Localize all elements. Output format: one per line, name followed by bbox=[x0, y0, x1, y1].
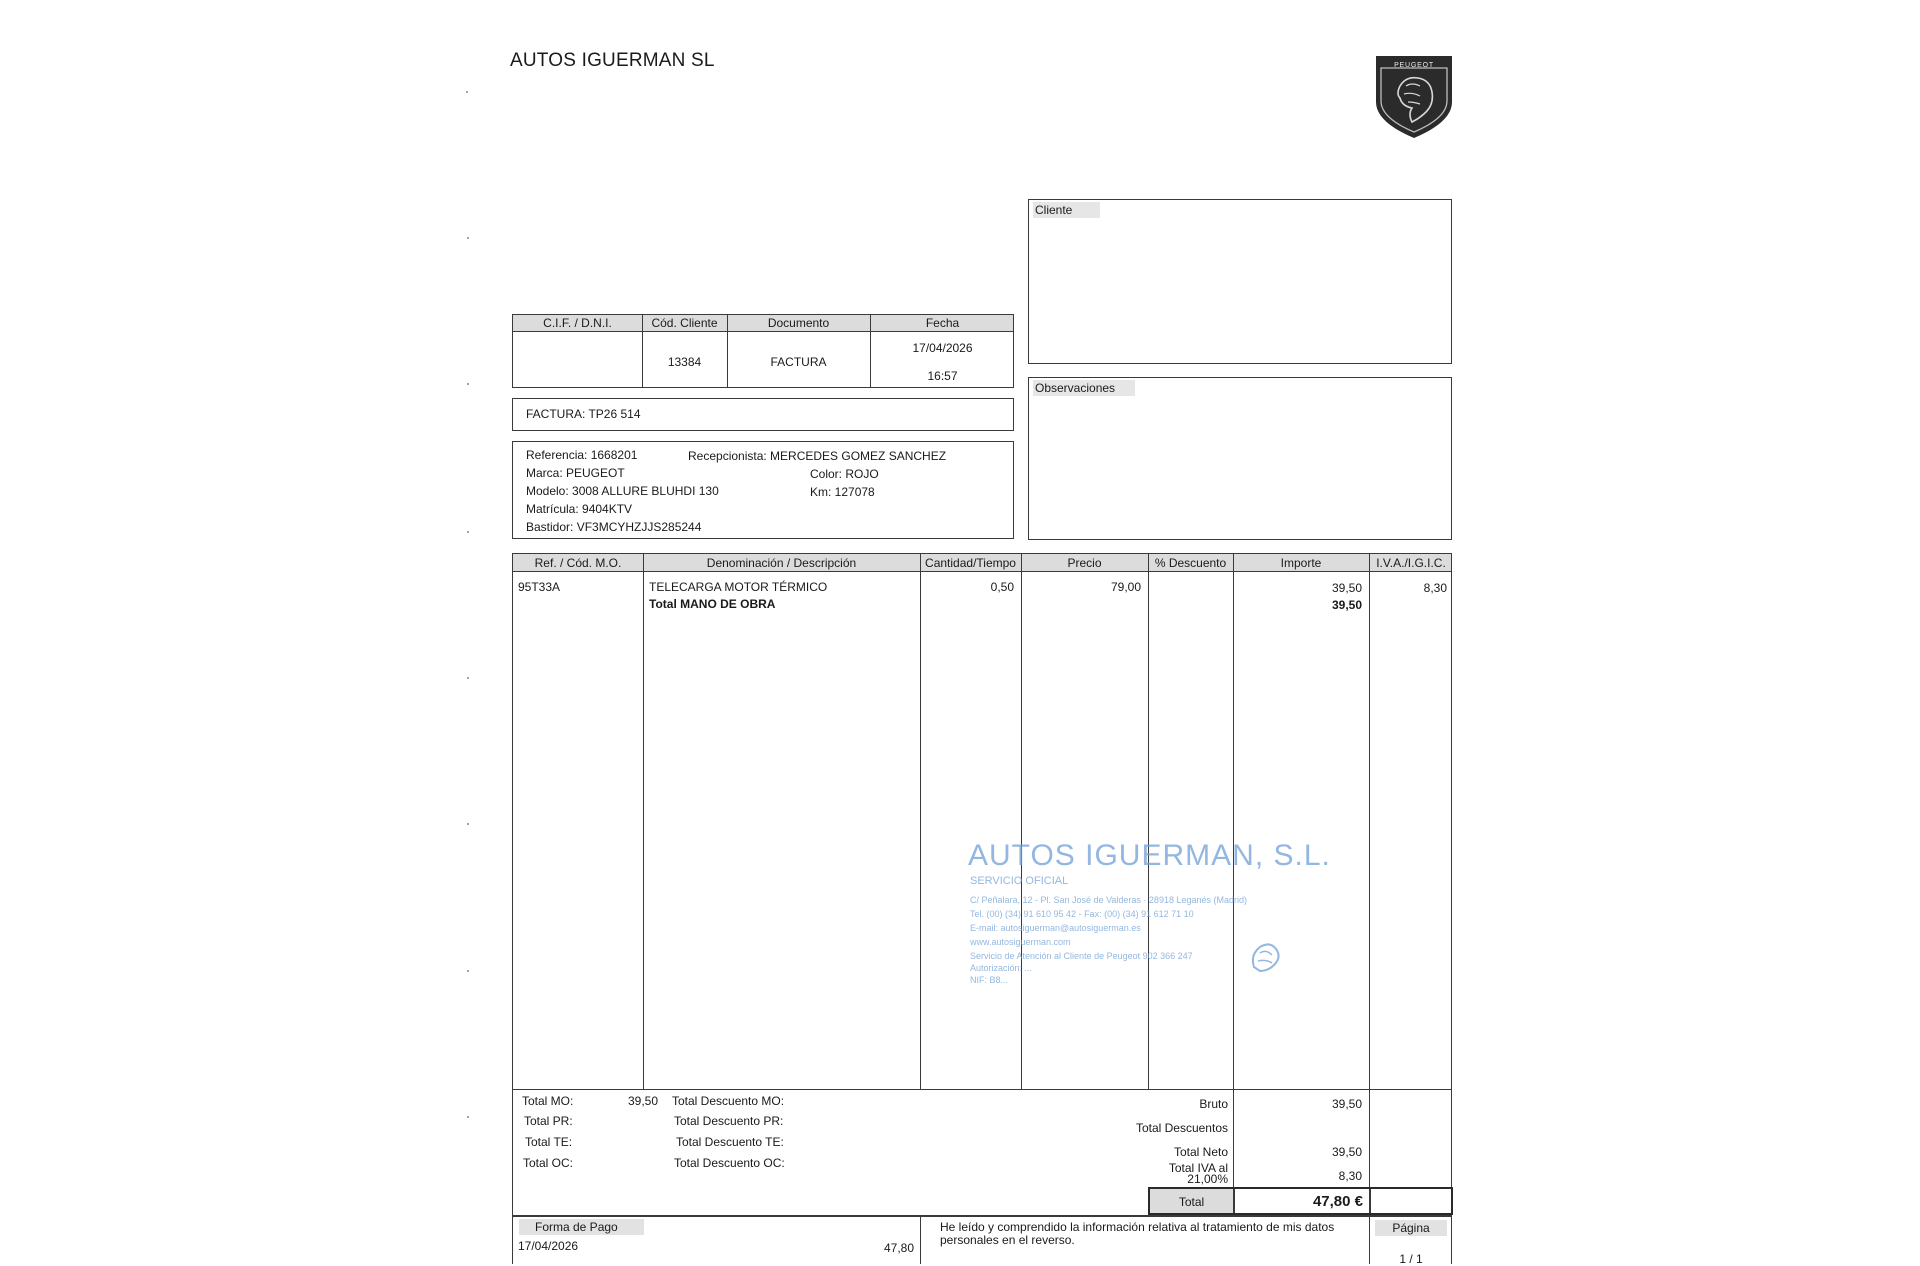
th-ref: Ref. / Cód. M.O. bbox=[534, 556, 622, 570]
bruto-value: 39,50 bbox=[1331, 1097, 1362, 1111]
stamp-line5: Servicio de Atención al Cliente de Peugeot 902 366 247 bbox=[970, 951, 1193, 961]
subtotal-label: Total MANO DE OBRA bbox=[649, 597, 776, 611]
stamp-name: AUTOS IGUERMAN, S.L. bbox=[968, 839, 1331, 872]
observaciones-label: Observaciones bbox=[1033, 380, 1135, 396]
vehicle-referencia: Referencia: 1668201 bbox=[526, 448, 638, 462]
vehicle-matricula: Matrícula: 9404KTV bbox=[526, 502, 633, 516]
desc-te-label: Total Descuento TE: bbox=[676, 1135, 784, 1149]
grand-total-value: 47,80 € bbox=[1312, 1193, 1363, 1210]
factura-box bbox=[512, 398, 1014, 431]
forma-pago-fecha: 17/04/2026 bbox=[518, 1239, 579, 1253]
grand-total-label: Total bbox=[1178, 1195, 1205, 1209]
pagina-label: Página bbox=[1375, 1220, 1447, 1236]
desc-oc-label: Total Descuento OC: bbox=[674, 1156, 785, 1170]
vehicle-km: Km: 127078 bbox=[810, 485, 875, 499]
total-pr-label: Total PR: bbox=[524, 1114, 573, 1128]
vehicle-modelo: Modelo: 3008 ALLURE BLUHDI 130 bbox=[526, 484, 719, 498]
stamp-line1: C/ Peñalara, 12 - Pl. San José de Valderas · 28918 Leganés (Madrid) bbox=[970, 895, 1247, 905]
col-fecha: Fecha bbox=[925, 316, 960, 330]
grand-total-box bbox=[1148, 1187, 1453, 1215]
vehicle-marca: Marca: PEUGEOT bbox=[526, 466, 625, 480]
col-cod-cliente: Cód. Cliente bbox=[651, 316, 718, 330]
th-importe: Importe bbox=[1280, 556, 1322, 570]
pagina-value: 1 / 1 bbox=[1399, 1252, 1423, 1266]
cliente-label: Cliente bbox=[1033, 202, 1100, 218]
hora-value: 16:57 bbox=[927, 369, 958, 383]
cliente-box bbox=[1028, 199, 1452, 364]
row-desc: TELECARGA MOTOR TÉRMICO bbox=[649, 580, 828, 594]
vehicle-bastidor: Bastidor: VF3MCYHZJJS285244 bbox=[526, 520, 702, 534]
total-descuentos-label: Total Descuentos bbox=[1135, 1121, 1228, 1135]
total-neto-value: 39,50 bbox=[1331, 1145, 1362, 1159]
factura-number: FACTURA: TP26 514 bbox=[526, 407, 641, 421]
stamp-line3: E-mail: autosiguerman@autosiguerman.es bbox=[970, 923, 1141, 933]
col-cif: C.I.F. / D.N.I. bbox=[543, 316, 612, 330]
th-cantidad: Cantidad/Tiempo bbox=[925, 556, 1016, 570]
forma-pago-label: Forma de Pago bbox=[519, 1219, 644, 1235]
stamp-line6: Autorización: ... bbox=[970, 963, 1033, 973]
th-precio: Precio bbox=[1067, 556, 1102, 570]
th-iva: I.V.A./I.G.I.C. bbox=[1376, 556, 1446, 570]
total-iva-pct: 21,00% bbox=[1187, 1172, 1228, 1186]
row-cantidad: 0,50 bbox=[990, 580, 1014, 594]
th-descripcion: Denominación / Descripción bbox=[706, 556, 857, 570]
stamp-line2: Tel. (00) (34) 91 610 95 42 - Fax: (00) (34) 91 612 71 10 bbox=[970, 909, 1194, 919]
fecha-value: 17/04/2026 bbox=[912, 341, 973, 355]
footer-section bbox=[512, 1216, 1452, 1264]
totals-section bbox=[512, 1090, 1452, 1216]
privacy-notice: He leído y comprendido la información relativa al tratamiento de mis datos personales en el reverso. bbox=[940, 1220, 1335, 1247]
total-iva-label: Total IVA al bbox=[1168, 1161, 1228, 1175]
total-oc-label: Total OC: bbox=[523, 1156, 574, 1170]
total-neto-label: Total Neto bbox=[1173, 1145, 1228, 1159]
vehicle-color: Color: ROJO bbox=[810, 467, 879, 481]
th-descuento: % Descuento bbox=[1154, 556, 1227, 570]
logo-text: PEUGEOT bbox=[1394, 62, 1434, 69]
company-stamp bbox=[968, 839, 1368, 999]
peugeot-lion-stamp-icon bbox=[1246, 937, 1286, 977]
col-documento: Documento bbox=[767, 316, 830, 330]
row-importe: 39,50 bbox=[1331, 581, 1362, 595]
documento-value: FACTURA bbox=[770, 355, 827, 369]
total-iva-value: 8,30 bbox=[1338, 1169, 1362, 1183]
row-precio: 79,00 bbox=[1110, 580, 1141, 594]
total-mo-label: Total MO: bbox=[522, 1094, 574, 1108]
peugeot-logo bbox=[1372, 52, 1456, 140]
row-iva: 8,30 bbox=[1423, 581, 1447, 595]
row-ref: 95T33A bbox=[518, 580, 561, 594]
stamp-sub: SERVICIO OFICIAL bbox=[970, 875, 1069, 887]
cod-cliente-value: 13384 bbox=[667, 355, 702, 369]
doc-header-table bbox=[512, 314, 1014, 388]
subtotal-value: 39,50 bbox=[1331, 598, 1362, 612]
company-name: AUTOS IGUERMAN SL bbox=[510, 50, 715, 71]
line-items-table bbox=[512, 553, 1452, 1090]
forma-pago-importe: 47,80 bbox=[883, 1241, 914, 1255]
total-te-label: Total TE: bbox=[525, 1135, 573, 1149]
bruto-label: Bruto bbox=[1199, 1097, 1228, 1111]
desc-mo-label: Total Descuento MO: bbox=[672, 1094, 785, 1108]
desc-pr-label: Total Descuento PR: bbox=[674, 1114, 784, 1128]
observaciones-box bbox=[1028, 377, 1452, 540]
stamp-line4: www.autosiguerman.com bbox=[970, 937, 1071, 947]
vehicle-recepcionista: Recepcionista: MERCEDES GOMEZ SANCHEZ bbox=[688, 449, 947, 463]
total-mo-value: 39,50 bbox=[628, 1094, 659, 1108]
vehicle-box bbox=[512, 441, 1014, 539]
stamp-line7: NIF: B8... bbox=[970, 975, 1009, 985]
